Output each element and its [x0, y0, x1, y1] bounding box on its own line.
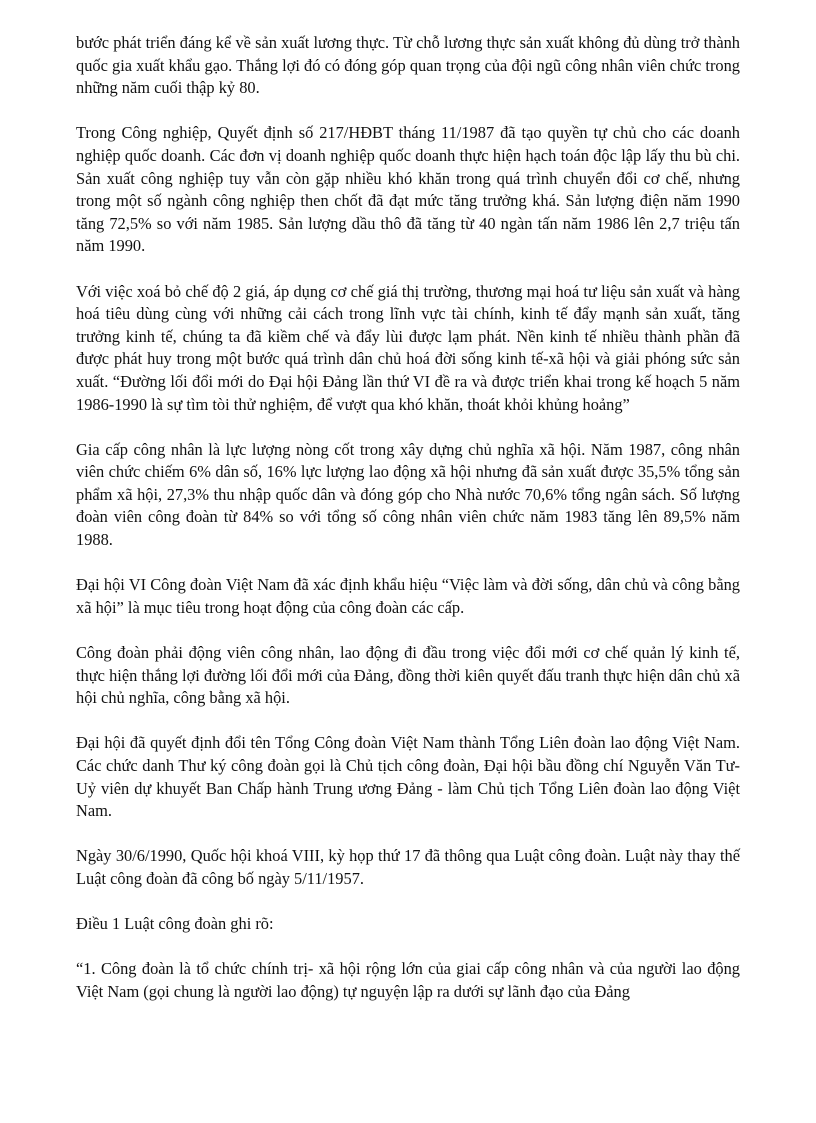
paragraph-industry: Trong Công nghiệp, Quyết định số 217/HĐBT tháng 11/1987 đã tạo quyền tự chủ cho các doanh nghiệp quốc doanh. Các đơn vị doanh nghiệp quốc doanh thực hiện hạch toán độc lập lấy thu bù chi. Sản xuất công nghiệp tuy vẫn còn gặp nhiều khó khăn trong quá trình chuyển đổi cơ chế, nhưng trong một số ngành công nghiệp then chốt đã đạt mức tăng trưởng khá. Sản lượng điện năm 1990 tăng 72,5% so với năm 1985. Sản lượng dầu thô đã tăng từ 40 ngàn tấn năm 1986 lên 2,7 triệu tấn năm 1990.: [76, 123, 740, 256]
document-page: [76, 32, 740, 1004]
paragraph-article-1-quote: “1. Công đoàn là tổ chức chính trị- xã hội rộng lớn của giai cấp công nhân và của người lao động Việt Nam (gọi chung là người lao động) tự nguyện lập ra dưới sự lãnh đạo của Đảng: [76, 959, 740, 1001]
paragraph-article-1: Điều 1 Luật công đoàn ghi rõ:: [76, 914, 274, 934]
paragraph-working-class: Gia cấp công nhân là lực lượng nòng cốt trong xây dựng chủ nghĩa xã hội. Năm 1987, công nhân viên chức chiếm 6% dân số, 16% lực lượng lao động xã hội nhưng đã sản xuất được 35,5% tổng sản phẩm xã hội, 27,3% thu nhập quốc dân và đóng góp cho Nhà nước 70,6% tổng ngân sách. Số lượng đoàn viên công đoàn từ 84% so với tổng số công nhân viên chức năm 1983 tăng lên 89,5% năm 1988.: [76, 439, 740, 550]
paragraph-union-mobilize: Công đoàn phải động viên công nhân, lao động đi đầu trong việc đổi mới cơ chế quản lý kinh tế, thực hiện thắng lợi đường lối đổi mới của Đảng, đồng thời kiên quyết đấu tranh thực hiện dân chủ xã hội chủ nghĩa, công bằng xã hội.: [76, 643, 740, 708]
paragraph-price-reform: Với việc xoá bỏ chế độ 2 giá, áp dụng cơ chế giá thị trường, thương mại hoá tư liệu sản xuất và hàng hoá tiêu dùng cùng với những cải cách trong lĩnh vực tài chính, kinh tế đẩy mạnh sản xuất, tăng trưởng kinh tế, chúng ta đã kiềm chế và đẩy lùi được lạm phát. Nền kinh tế nhiều thành phần đã được phát huy trong một bước quá trình dân chủ hoá đời sống kinh tế-xã hội và giải phóng sức sản xuất. “Đường lối đổi mới do Đại hội Đảng lần thứ VI đề ra và được triển khai trong kế hoạch 5 năm 1986-1990 là sự tìm tòi thử nghiệm, để vượt qua khó khăn, thoát khỏi khủng hoảng”: [76, 281, 740, 414]
paragraph-food-production: bước phát triển đáng kể về sản xuất lương thực. Từ chỗ lương thực sản xuất không đủ dùng trở thành quốc gia xuất khẩu gạo. Thắng lợi đó có đóng góp quan trọng của đội ngũ công nhân viên chức trong những năm cuối thập kỷ 80.: [76, 33, 740, 98]
paragraph-rename: Đại hội đã quyết định đổi tên Tổng Công đoàn Việt Nam thành Tổng Liên đoàn lao động Việt Nam. Các chức danh Thư ký công đoàn gọi là Chủ tịch công đoàn, Đại hội bầu đồng chí Nguyễn Văn Tư- Uỷ viên dự khuyết Ban Chấp hành Trung ương Đảng - làm Chủ tịch Tổng Liên đoàn lao động Việt Nam.: [76, 733, 740, 821]
paragraph-union-law: Ngày 30/6/1990, Quốc hội khoá VIII, kỳ họp thứ 17 đã thông qua Luật công đoàn. Luật này thay thế Luật công đoàn đã công bố ngày 5/11/1957.: [76, 846, 740, 888]
paragraph-congress-slogan: Đại hội VI Công đoàn Việt Nam đã xác định khẩu hiệu “Việc làm và đời sống, dân chủ và công bằng xã hội” là mục tiêu trong hoạt động của công đoàn các cấp.: [76, 575, 740, 617]
